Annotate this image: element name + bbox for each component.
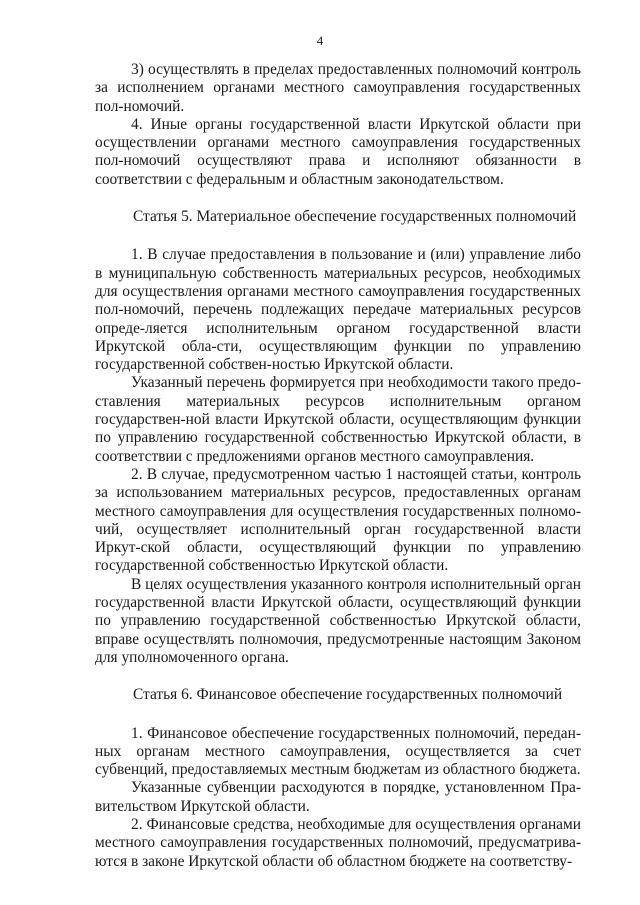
paragraph-article4-item3: 3) осуществлять в пределах предоставленных полномочий контроль за исполнением органами местного самоуправления государственных пол-номочий. [95,61,581,115]
article5-paragraph-4: В целях осуществления указанного контроля исполнительный орган государственной власти Иркутской области, осуществляющий функции по управлению государственной собственностью Иркутской области, вправе осуществлять полномочия, предусмотренные настоящим Законом для уполномоченного органа. [95,575,581,666]
document-body [95,61,581,871]
article5-paragraph-2: Указанный перечень формируется при необходимости такого предо-ставления материальных ресурсов исполнительным органом государствен-ной власти Иркутской области, осуществляющим функции по управлению государственной собственностью Иркутской области, в соответствии с предложениями органов местного самоуправления. [95,374,581,465]
article5-heading: Статья 5. Материальное обеспечение государственных полномочий [133,208,577,226]
article5-paragraph-3: 2. В случае, предусмотренном частью 1 настоящей статьи, контроль за использованием материальных ресурсов, предоставленных органам местного самоуправления для осуществления государственных полномо-чий, осуществляет исполнительный орган государственной власти Иркут-ской области, осуществляющий функции по управлению государственной собственностью Иркутской области. [95,465,581,575]
article5-paragraph-1: 1. В случае предоставления в пользование и (или) управление либо в муниципальную собственность материальных ресурсов, необходимых для осуществления органами местного самоуправления государственных пол-номочий, перечень подлежащих передаче материальных ресурсов опреде-ляется исполнительным органом государственной власти Иркутской обла-сти, осуществляющим функции по управлению государственной собствен-ностью Иркутской области. [95,246,581,374]
paragraph-article4-item4: 4. Иные органы государственной власти Иркутской области при осуществлении органами местного самоуправления государственных пол-номочий осуществляют права и исполняют обязанности в соответствии с федеральным и областным законодательством. [95,115,581,188]
article6-heading: Статья 6. Финансовое обеспечение государственных полномочий [133,686,563,704]
article6-paragraph-1: 1. Финансовое обеспечение государственных полномочий, передан-ных органам местного самоуправления, осуществляется за счет субвенций, предоставляемых местным бюджетам из областного бюджета. [95,724,581,779]
page-number: 4 [316,33,324,48]
article6-paragraph-2: Указанные субвенции расходуются в порядке, установленном Пра-вительством Иркутской области. [95,779,581,815]
article6-paragraph-3: 2. Финансовые средства, необходимые для осуществления органами местного самоуправления государственных полномочий, предусматрива-ются в законе Иркутской области об областном бюджете на соответству- [95,815,581,870]
